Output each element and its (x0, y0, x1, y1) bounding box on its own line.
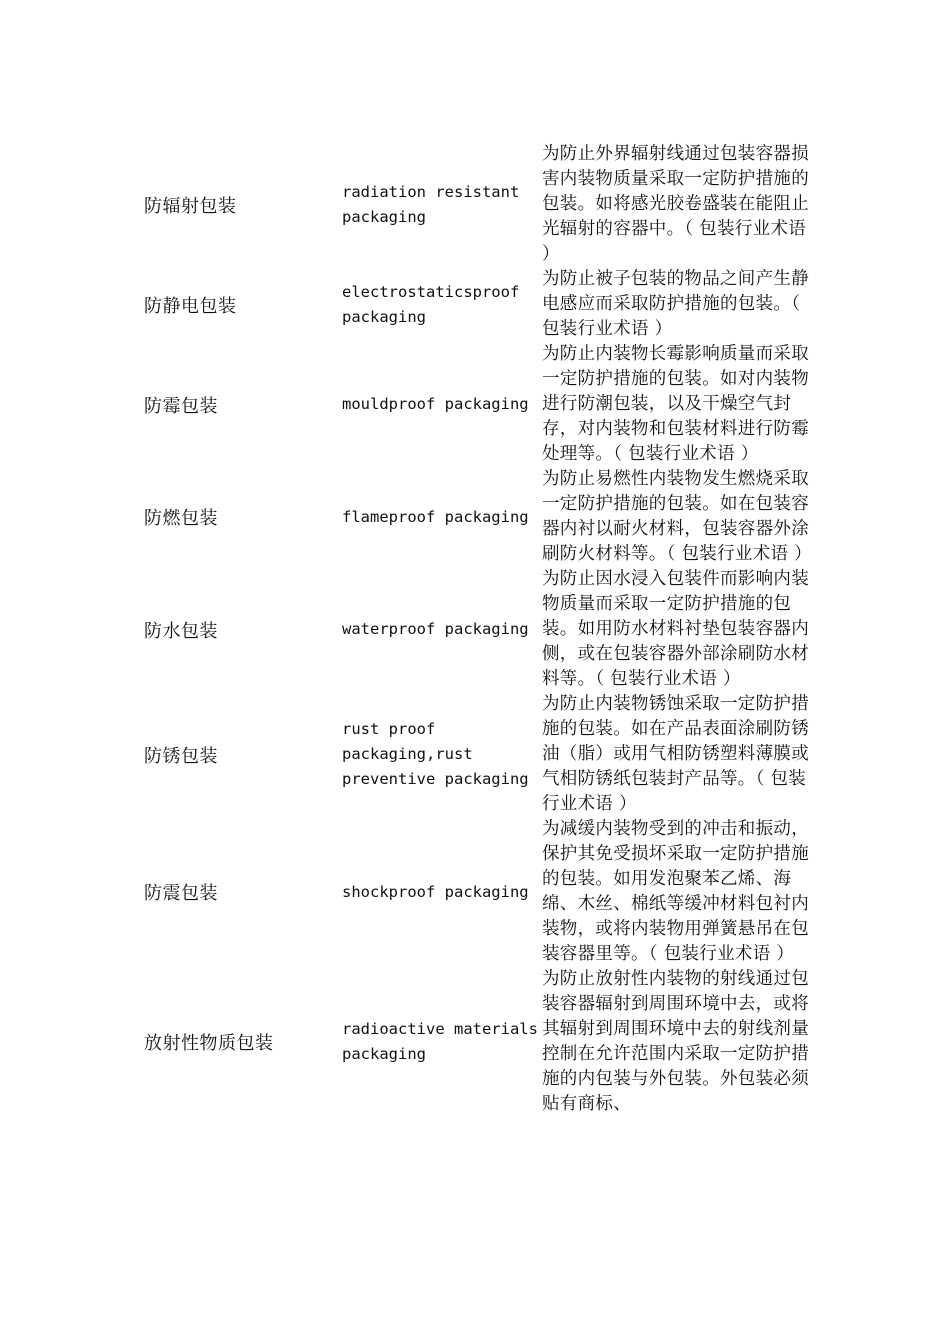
term-english: radioactive materials packaging (342, 1020, 538, 1063)
term-definition: 为防止易燃性内装物发生燃烧采取一定防护措施的包装。如在包装容器内衬以耐火材料，包装容器外涂刷防火材料等。（ 包装行业术语 ） (542, 469, 812, 564)
table-row (130, 967, 820, 1117)
term-definition: 为防止因水浸入包装件而影响内装物质量而采取一定防护措施的包装。如用防水材料衬垫包装容器内侧，或在包装容器外部涂刷防水材料等。（ 包装行业术语 ） (542, 569, 809, 689)
table-row (130, 342, 820, 467)
term-definition: 为防止外界辐射线通过包装容器损害内装物质量采取一定防护措施的包装。如将感光胶卷盛装在能阻止光辐射的容器中。（ 包装行业术语 ） (542, 144, 809, 264)
term-definition: 为防止被子包装的物品之间产生静电感应而采取防护措施的包装。（ 包装行业术语 ） (542, 269, 809, 339)
term-definition: 为防止内装物长霉影响质量而采取一定防护措施的包装。如对内装物进行防潮包装，以及干燥空气封存，对内装物和包装材料进行防霉处理等。（ 包装行业术语 ） (542, 344, 809, 464)
term-english: rust proof packaging,rust preventive packaging (342, 720, 529, 788)
term-english: radiation resistant packaging (342, 182, 520, 226)
term-chinese: 防燃包装 (144, 508, 218, 529)
term-english: shockproof packaging (342, 882, 529, 901)
term-english: flameproof packaging (342, 507, 529, 526)
table-row (130, 467, 820, 567)
term-english: mouldproof packaging (342, 395, 529, 413)
term-definition: 为防止内装物锈蚀采取一定防护措施的包装。如在产品表面涂刷防锈油（脂）或用气相防锈塑料薄膜或气相防锈纸包装封产品等。（ 包装行业术语 ） (542, 694, 809, 814)
term-definition: 为防止放射性内装物的射线通过包装容器辐射到周围环境中去，或将其辐射到周围环境中去的射线剂量控制在允许范围内采取一定防护措施的内包装与外包装。外包装必须贴有商标、 (542, 969, 809, 1114)
term-chinese: 防霉包装 (144, 395, 218, 417)
term-chinese: 防锈包装 (144, 745, 218, 767)
table-body (130, 142, 820, 1117)
term-chinese: 放射性物质包装 (144, 1033, 274, 1054)
term-english: waterproof packaging (342, 620, 529, 638)
terminology-table (130, 142, 820, 1117)
table-row (130, 817, 820, 967)
term-chinese: 防震包装 (144, 883, 218, 904)
term-chinese: 防辐射包装 (144, 195, 237, 217)
term-definition: 为减缓内装物受到的冲击和振动，保护其免受损坏采取一定防护措施的包装。如用发泡聚苯乙烯、海绵、木丝、棉纸等缓冲材料包衬内装物，或将内装物用弹簧悬吊在包装容器里等。（ 包装行业术语 ） (542, 819, 809, 964)
term-english: electrostaticsproof packaging (342, 282, 520, 326)
table-row (130, 267, 820, 342)
table-row (130, 692, 820, 817)
term-chinese: 防静电包装 (144, 295, 237, 317)
table-row (130, 142, 820, 267)
term-chinese: 防水包装 (144, 620, 218, 642)
table-row (130, 567, 820, 692)
